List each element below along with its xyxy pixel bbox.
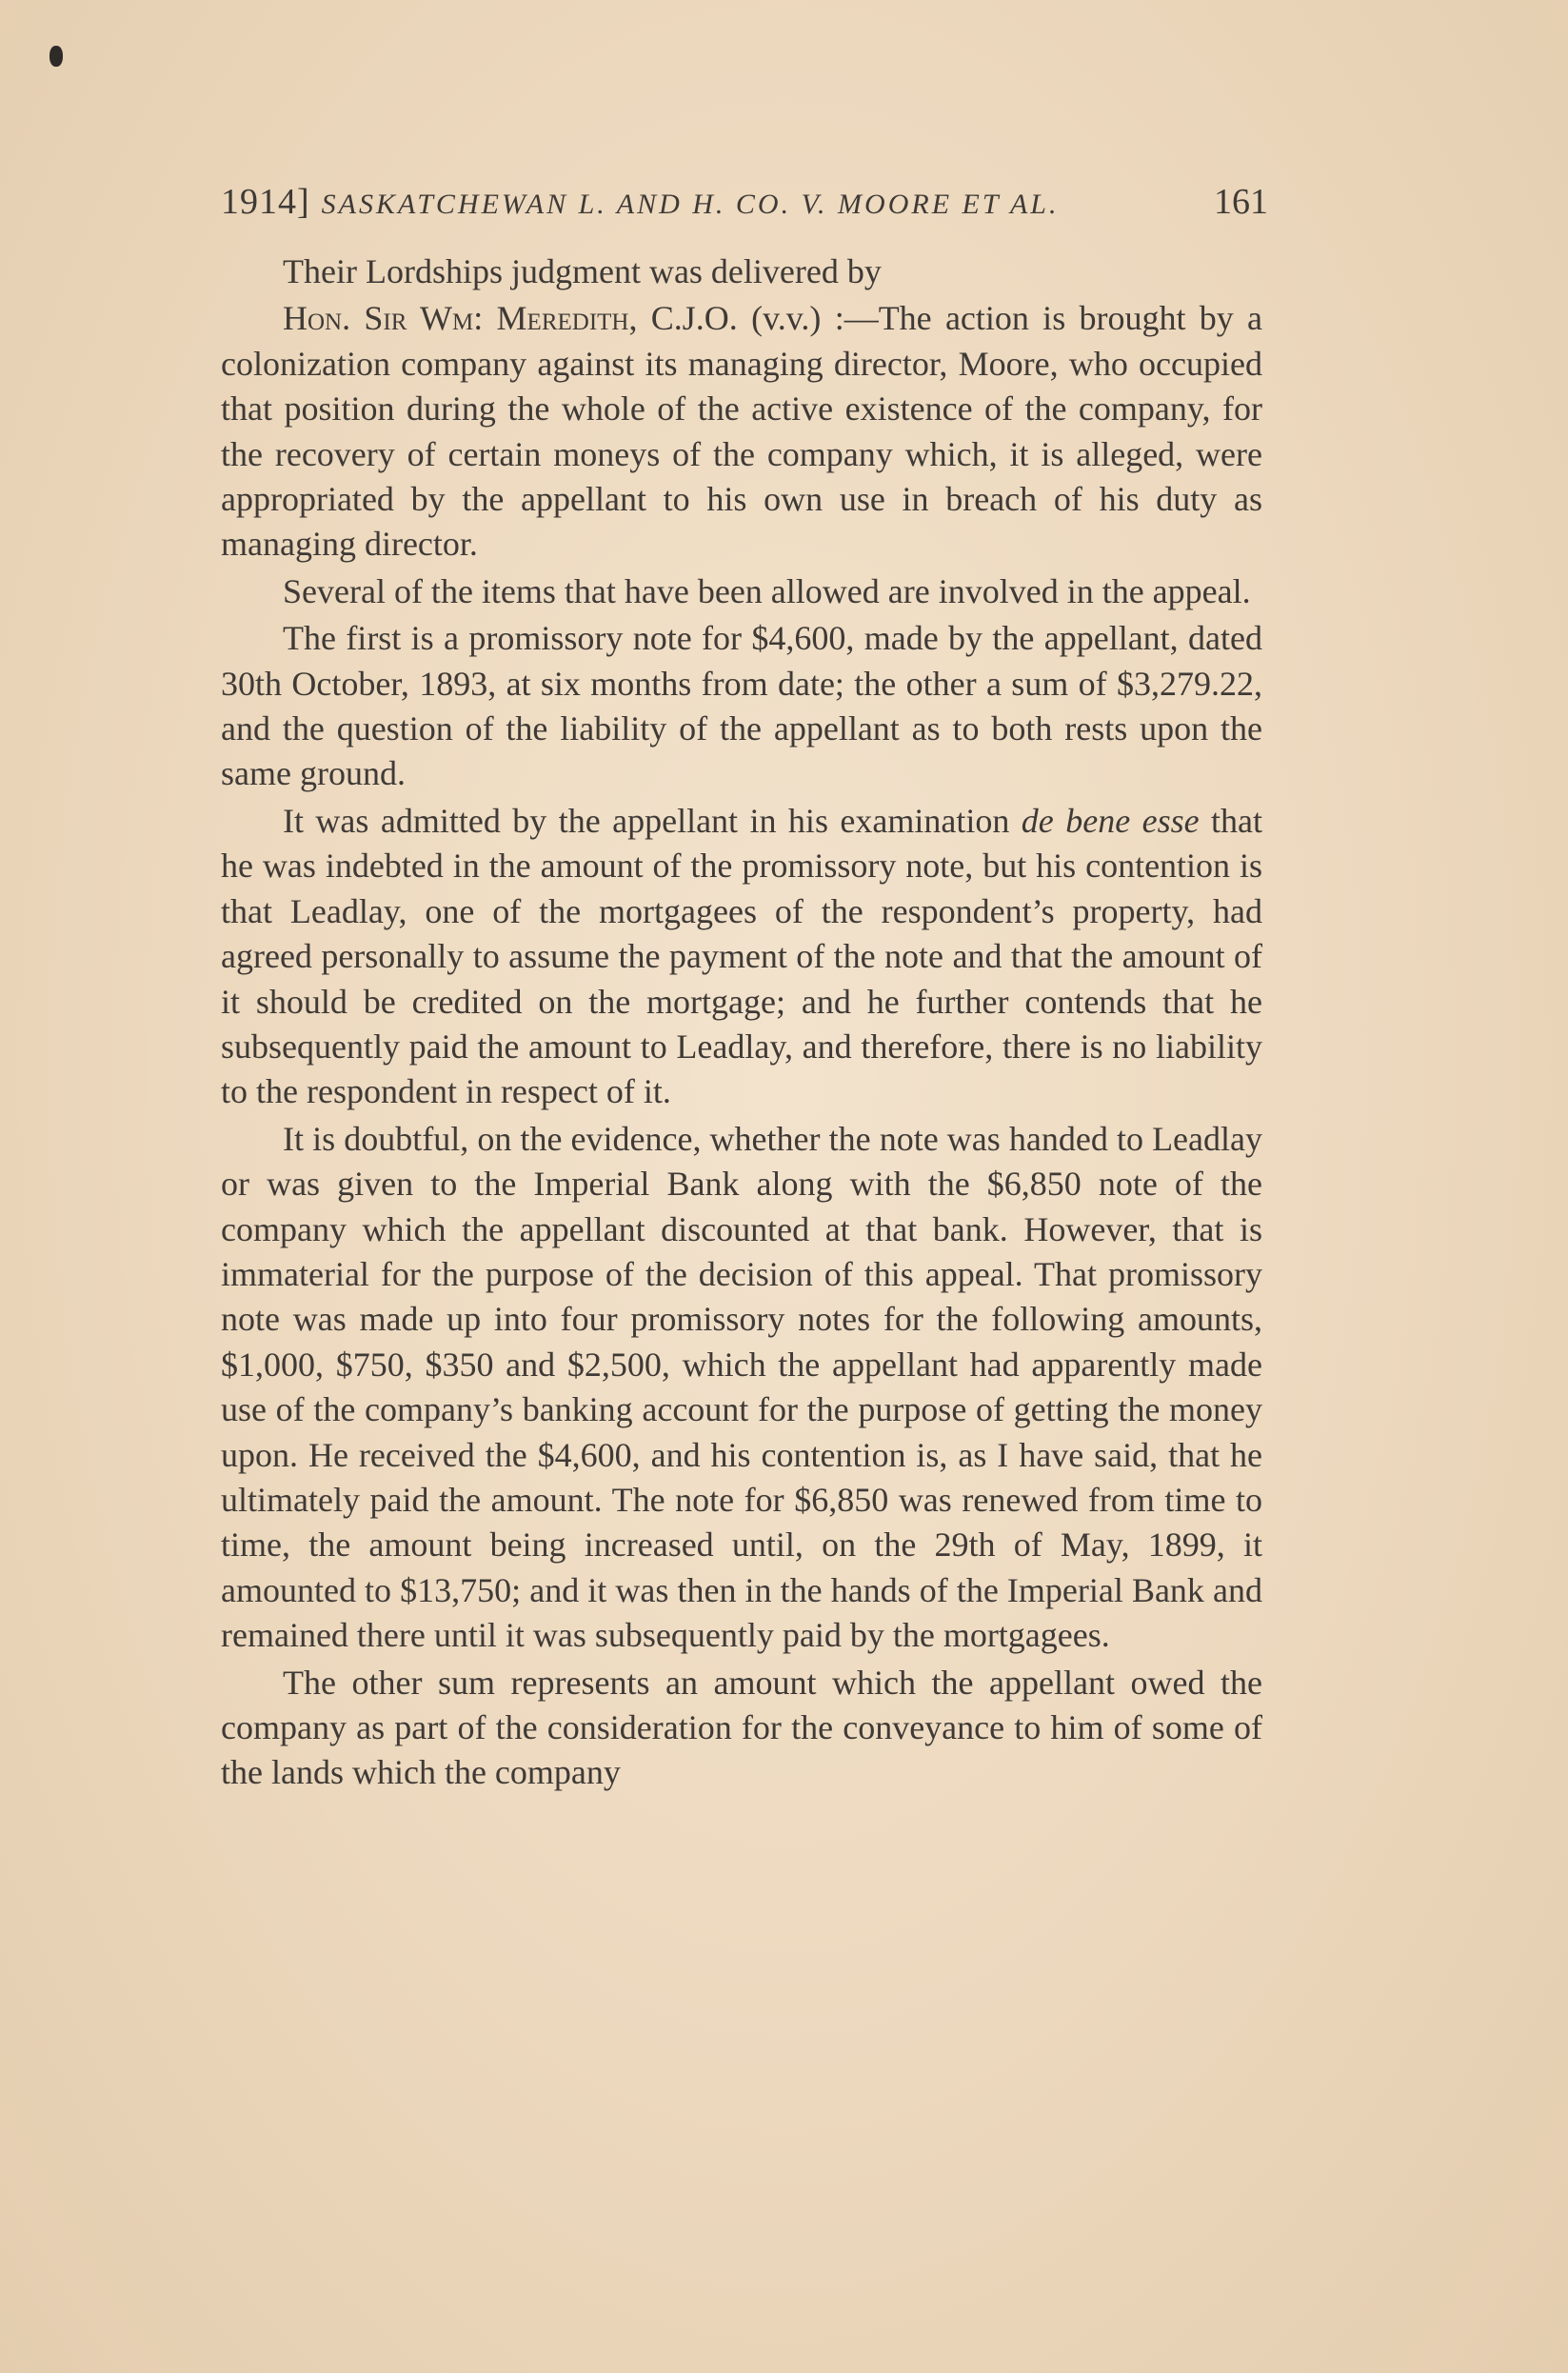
paragraph-first-item: The first is a promissory note for $4,600, made by the appellant, dated 30th October, 1893, at six months from date; the other a sum of $3,279.22, and the question of the liability of the appellant as to both rests upon the same ground. [221,619,1262,793]
body-text [221,249,1262,1798]
page-number: 161 [1214,182,1268,222]
paragraph-intro: Their Lordships judgment was delivered by [283,252,882,290]
paragraph-judgment-opening [221,296,1262,567]
paragraph-items: Several of the items that have been allowed are involved in the appeal. [283,571,1251,610]
running-head-case-title: SASKATCHEWAN L. AND H. CO. V. MOORE ET AL. [321,189,1060,220]
judge-name: Hon. Sir Wm: Meredith, [283,299,638,338]
paragraph-text: :—The action is brought by a colonization company against its managing director, Moore, who occupied that position during the whole of the active existence of the company, for the recovery of certain moneys of the company which, it is alleged, were appropriated by the appellant to his own use in breach of his duty as managing director. [221,299,1263,564]
running-head-year: 1914] [221,182,310,222]
paragraph-text-after: that he was indebted in the amount of the promissory note, but his contention is that Leadlay, one of the mortgagees of the respondent’s property, had agreed personally to assume the payment of the note and that the amount of it should be credited on the mortgage; and he further contends that he subsequently paid the amount to Leadlay, and therefore, there is no liability to the respondent in respect of it. [221,801,1263,1111]
paragraph-other-sum: The other sum represents an amount which the appellant owed the company as part of the consideration for the conveyance to him of some of the lands which the company [221,1663,1262,1792]
judge-office: C.J.O. (v.v.) [650,299,822,338]
paragraph-text-before: It was admitted by the appellant in his examination [283,801,1010,840]
paragraph-admission [221,799,1262,1115]
running-head [221,181,1268,229]
ink-speck [50,46,63,67]
paragraph-evidence: It is doubtful, on the evidence, whether the note was handed to Leadlay or was given to the Imperial Bank along with the $6,850 note of the company which the appellant discounted at that bank. However, that is immaterial for the purpose of the decision of this appeal. That promissory note was made up into four promissory notes for the following amounts, $1,000, $750, $350 and $2,500, which the appellant had apparently made use of the company’s banking account for the purpose of getting the money upon. He received the $4,600, and his contention is, as I have said, that he ultimately paid the amount. The note for $6,850 was renewed from time to time, the amount being increased until, on the 29th of May, 1899, it amounted to $13,750; and it was then in the hands of the Imperial Bank and remained there until it was subsequently paid by the mortgagees. [221,1119,1262,1655]
latin-phrase: de bene esse [1021,801,1200,840]
